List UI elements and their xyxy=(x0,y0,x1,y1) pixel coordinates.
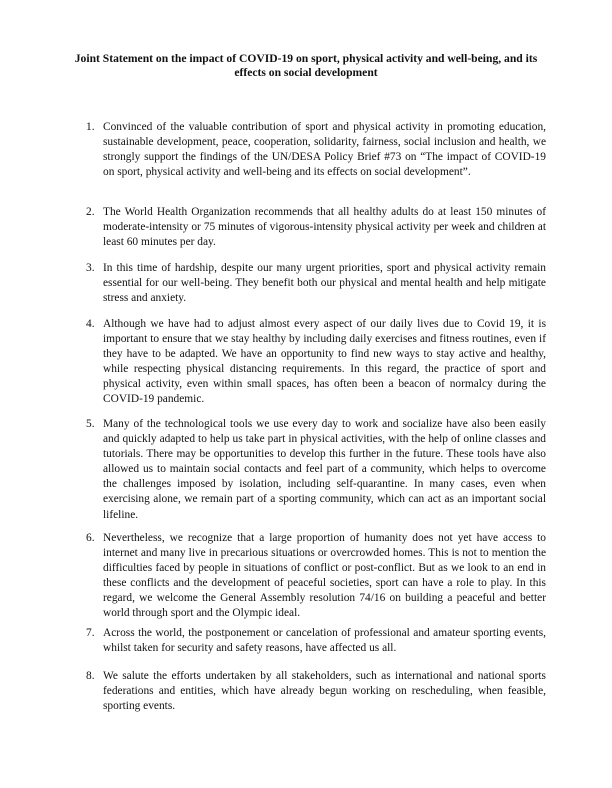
list-item xyxy=(86,531,546,622)
item-text: The World Health Organization recommends that all healthy adults do at least 150 minutes of moderate-intensity or 75 minutes of vigorous-intensity physical activity per week and children at least 60 minutes per day. xyxy=(103,206,546,249)
item-text: Across the world, the postponement or cancelation of professional and amateur sporting events, whilst taken for security and safety reasons, have affected us all. xyxy=(103,627,546,655)
item-text: Many of the technological tools we use every day to work and socialize have also been easily and quickly adapted to help us take part in physical activities, with the help of online classes and tutorials. There may be opportunities to develop this further in the future. These tools have also allowed us to maintain social contacts and feel part of a community, which helps to overcome the challenges imposed by isolation, including self-quarantine. In many cases, even when exercising alone, we remain part of a sporting community, which can act as an important social lifeline. xyxy=(103,418,546,521)
list-item xyxy=(86,669,546,714)
item-number: 1. xyxy=(86,121,95,133)
item-number: 4. xyxy=(86,318,95,330)
item-number: 7. xyxy=(86,627,95,639)
list-item xyxy=(86,205,546,250)
item-number: 3. xyxy=(86,262,95,274)
list-item xyxy=(86,417,546,523)
list-item xyxy=(86,120,546,180)
list-item xyxy=(86,317,546,408)
item-number: 2. xyxy=(86,206,95,218)
item-text: Although we have had to adjust almost every aspect of our daily lives due to Covid 19, it is important to ensure that we stay healthy by including daily exercises and fitness routines, even if they have to be adapted. We have an opportunity to find new ways to stay active and healthy, while respecting physical distancing requirements. In this regard, the practice of sport and physical activity, even within small spaces, has often been a beacon of normalcy during the COVID-19 pandemic. xyxy=(103,318,546,406)
item-number: 5. xyxy=(86,418,95,430)
list-item xyxy=(86,626,546,656)
item-number: 8. xyxy=(86,670,95,682)
item-number: 6. xyxy=(86,532,95,544)
item-text: Convinced of the valuable contribution of sport and physical activity in promoting education, sustainable development, peace, cooperation, solidarity, fairness, social inclusion and health, we strongly support the findings of the UN/DESA Policy Brief #73 on “The impact of COVID-19 on sport, physical activity and well-being and its effects on social development”. xyxy=(103,121,546,179)
document-title: Joint Statement on the impact of COVID-19 on sport, physical activity and well-being, and its effects on social development xyxy=(74,52,538,79)
item-text: In this time of hardship, despite our many urgent priorities, sport and physical activity remain essential for our well-being. They benefit both our physical and mental health and help mitigate stress and anxiety. xyxy=(103,262,546,305)
item-text: Nevertheless, we recognize that a large proportion of humanity does not yet have access to internet and many live in precarious situations or overcrowded homes. This is not to mention the difficulties faced by people in situations of conflict or post-conflict. But as we look to an end in these conflicts and the development of peaceful societies, sport can have a role to play. In this regard, we welcome the General Assembly resolution 74/16 on building a peaceful and better world through sport and the Olympic ideal. xyxy=(103,532,546,620)
list-item xyxy=(86,261,546,306)
item-text: We salute the efforts undertaken by all stakeholders, such as international and national sports federations and entities, which have already begun working on rescheduling, when feasible, sporting events. xyxy=(103,670,546,713)
